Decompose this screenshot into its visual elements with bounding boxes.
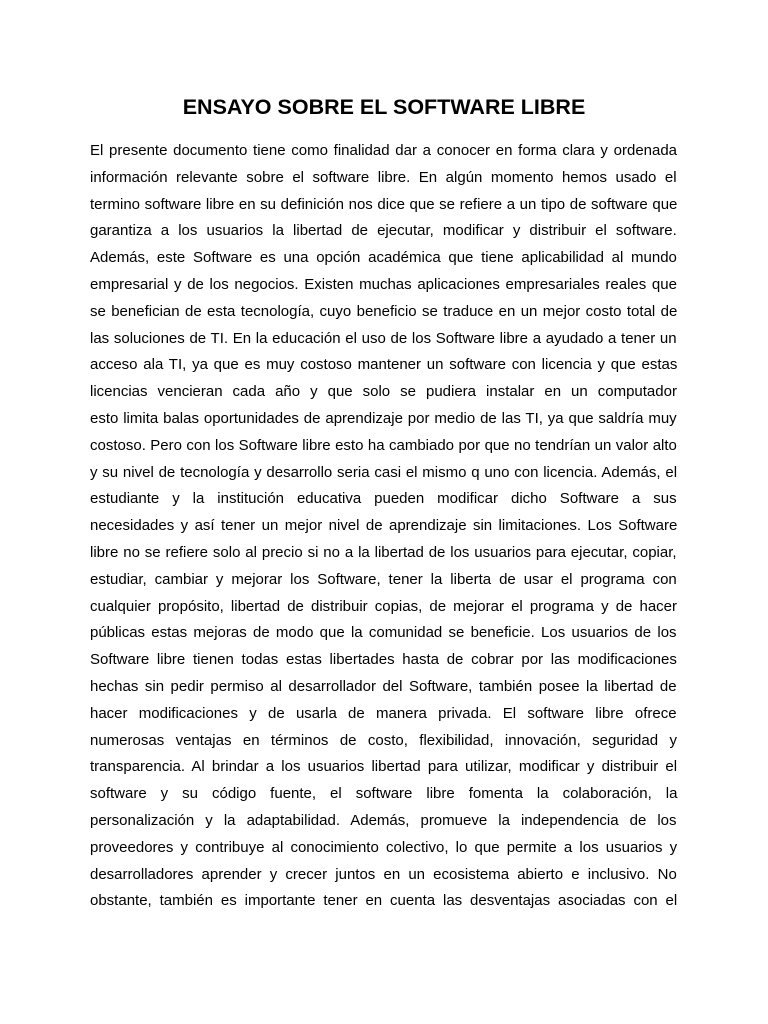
body-text-line: públicas estas mejoras de modo que la comunidad se beneficie. Los usuarios de los	[90, 624, 677, 642]
body-text-line: costoso. Pero con los Software libre esto ha cambiado por que no tendrían un valor alto	[90, 436, 677, 454]
body-text-line: desarrolladores aprender y crecer juntos en un ecosistema abierto e inclusivo. No	[90, 865, 677, 883]
body-text-line: software y su código fuente, el software libre fomenta la colaboración, la	[90, 785, 678, 803]
body-text-line: información relevante sobre el software libre. En algún momento hemos usado el	[90, 168, 677, 186]
body-text-line: esto limita balas oportunidades de aprendizaje por medio de las TI, ya que saldría muy	[90, 409, 677, 427]
document-body	[90, 138, 677, 915]
body-text-line: Además, este Software es una opción académica que tiene aplicabilidad al mundo	[90, 249, 677, 267]
body-text-line: empresarial y de los negocios. Existen muchas aplicaciones empresariales reales que	[90, 275, 677, 293]
body-text-line: cualquier propósito, libertad de distribuir copias, de mejorar el programa y de hacer	[90, 597, 677, 615]
body-text-line: Software libre tienen todas estas libertades hasta de cobrar por las modificaciones	[90, 651, 677, 669]
body-text-line: las soluciones de TI. En la educación el uso de los Software libre a ayudado a tener un	[90, 329, 677, 347]
document-title: ENSAYO SOBRE EL SOFTWARE LIBRE	[182, 95, 586, 119]
body-text-line: estudiar, cambiar y mejorar los Software, tener la liberta de usar el programa con	[90, 570, 677, 588]
body-text-line: termino software libre en su definición nos dice que se refiere a un tipo de software que	[90, 195, 678, 213]
body-text-line: acceso ala TI, ya que es muy costoso mantener un software con licencia y que estas	[90, 356, 678, 374]
body-text-line: necesidades y así tener un mejor nivel de aprendizaje sin limitaciones. Los Software	[90, 517, 678, 535]
body-text-line: obstante, también es importante tener en cuenta las desventajas asociadas con el	[90, 892, 678, 910]
body-text-line: garantiza a los usuarios la libertad de ejecutar, modificar y distribuir el software.	[90, 222, 677, 240]
body-text-line: y su nivel de tecnología y desarrollo seria casi el mismo q uno con licencia. Además, el	[90, 463, 678, 481]
body-text-line: licencias vencieran cada año y que solo se pudiera instalar en un computador	[90, 383, 677, 401]
body-text-line: se benefician de esta tecnología, cuyo beneficio se traduce en un mejor costo total de	[90, 302, 678, 320]
body-text-line: proveedores y contribuye al conocimiento colectivo, lo que permite a los usuarios y	[90, 838, 678, 856]
body-text-line: hacer modificaciones y de usarla de manera privada. El software libre ofrece	[90, 704, 677, 722]
body-text-line: libre no se refiere solo al precio si no a la libertad de los usuarios para ejecutar, copiar,	[90, 543, 677, 561]
body-text-line: estudiante y la institución educativa pueden modificar dicho Software a sus	[90, 490, 677, 508]
body-text-line: El presente documento tiene como finalidad dar a conocer en forma clara y ordenada	[90, 142, 678, 159]
body-text-line: numerosas ventajas en términos de costo, flexibilidad, innovación, seguridad y	[90, 731, 677, 749]
body-text-line: hechas sin pedir permiso al desarrollador del Software, también posee la libertad de	[90, 677, 677, 695]
body-text-line: personalización y la adaptabilidad. Además, promueve la independencia de los	[90, 811, 677, 829]
body-text-line: transparencia. Al brindar a los usuarios libertad para utilizar, modificar y distribuir el	[90, 758, 678, 776]
